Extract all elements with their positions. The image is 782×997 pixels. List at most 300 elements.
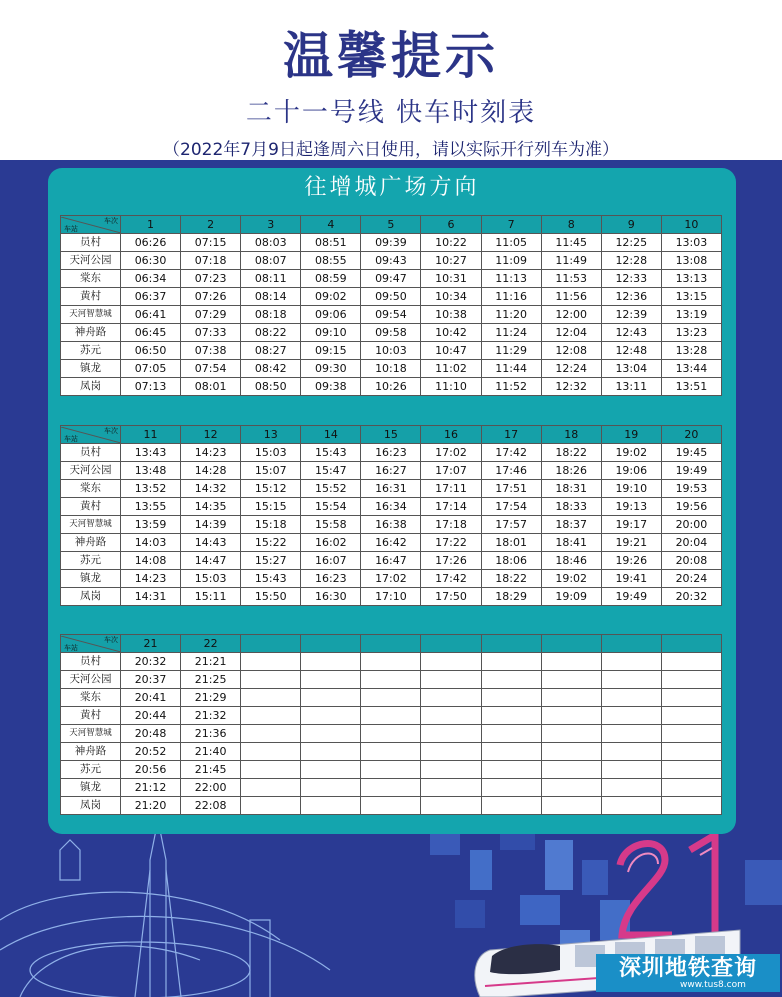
departure-time: 15:12 xyxy=(241,480,301,498)
departure-time xyxy=(301,779,361,797)
departure-time xyxy=(661,671,721,689)
departure-time: 11:56 xyxy=(541,288,601,306)
departure-time: 13:44 xyxy=(661,360,721,378)
train-number: 4 xyxy=(301,216,361,234)
departure-time: 07:18 xyxy=(181,252,241,270)
station-row xyxy=(61,270,722,288)
station-name: 苏元 xyxy=(61,342,121,360)
departure-time xyxy=(601,689,661,707)
header-corner xyxy=(61,216,121,234)
departure-time: 15:22 xyxy=(241,534,301,552)
departure-time: 18:29 xyxy=(481,588,541,606)
station-name: 镇龙 xyxy=(61,360,121,378)
header-corner xyxy=(61,635,121,653)
departure-time: 14:03 xyxy=(121,534,181,552)
departure-time: 12:24 xyxy=(541,360,601,378)
usage-note: （2022年7月9日起逢周六日使用，请以实际开行列车为准） xyxy=(163,140,619,160)
train-number: 15 xyxy=(361,426,421,444)
departure-time: 16:02 xyxy=(301,534,361,552)
departure-time: 21:40 xyxy=(181,743,241,761)
station-name: 员村 xyxy=(61,653,121,671)
train-number: 2 xyxy=(181,216,241,234)
train-number xyxy=(661,635,721,653)
departure-time: 06:30 xyxy=(121,252,181,270)
station-row xyxy=(61,725,722,743)
departure-time: 08:50 xyxy=(241,378,301,396)
departure-time: 19:56 xyxy=(661,498,721,516)
station-name: 天河公园 xyxy=(61,252,121,270)
station-row xyxy=(61,462,722,480)
departure-time: 08:07 xyxy=(241,252,301,270)
departure-time: 20:32 xyxy=(661,588,721,606)
train-number xyxy=(241,635,301,653)
departure-time: 09:50 xyxy=(361,288,421,306)
station-row xyxy=(61,360,722,378)
departure-time: 15:03 xyxy=(241,444,301,462)
departure-time xyxy=(301,725,361,743)
departure-time xyxy=(481,725,541,743)
station-row xyxy=(61,779,722,797)
departure-time: 12:36 xyxy=(601,288,661,306)
departure-time: 15:15 xyxy=(241,498,301,516)
departure-time xyxy=(421,743,481,761)
station-name: 凤岗 xyxy=(61,378,121,396)
departure-time: 11:13 xyxy=(481,270,541,288)
station-name: 员村 xyxy=(61,444,121,462)
departure-time: 15:47 xyxy=(301,462,361,480)
departure-time: 06:45 xyxy=(121,324,181,342)
train-number-row xyxy=(61,635,722,653)
departure-time: 10:47 xyxy=(421,342,481,360)
station-row xyxy=(61,306,722,324)
departure-time: 17:42 xyxy=(481,444,541,462)
departure-time: 21:12 xyxy=(121,779,181,797)
departure-time: 10:38 xyxy=(421,306,481,324)
station-name: 凤岗 xyxy=(61,797,121,815)
departure-time: 20:37 xyxy=(121,671,181,689)
station-row xyxy=(61,707,722,725)
departure-time xyxy=(601,707,661,725)
departure-time xyxy=(541,671,601,689)
departure-time xyxy=(541,707,601,725)
departure-time: 06:26 xyxy=(121,234,181,252)
station-row xyxy=(61,570,722,588)
departure-time: 15:58 xyxy=(301,516,361,534)
departure-time xyxy=(601,797,661,815)
train-number xyxy=(301,635,361,653)
train-number: 19 xyxy=(601,426,661,444)
departure-time xyxy=(421,707,481,725)
departure-time: 11:05 xyxy=(481,234,541,252)
departure-time: 20:04 xyxy=(661,534,721,552)
departure-time: 11:49 xyxy=(541,252,601,270)
train-number xyxy=(361,635,421,653)
departure-time: 16:07 xyxy=(301,552,361,570)
departure-time: 15:03 xyxy=(181,570,241,588)
departure-time: 09:06 xyxy=(301,306,361,324)
departure-time: 16:23 xyxy=(361,444,421,462)
departure-time xyxy=(361,797,421,815)
header-corner xyxy=(61,426,121,444)
departure-time: 13:52 xyxy=(121,480,181,498)
departure-time: 11:20 xyxy=(481,306,541,324)
departure-time: 17:51 xyxy=(481,480,541,498)
departure-time: 11:10 xyxy=(421,378,481,396)
departure-time: 16:30 xyxy=(301,588,361,606)
departure-time: 12:33 xyxy=(601,270,661,288)
train-number: 18 xyxy=(541,426,601,444)
departure-time: 18:22 xyxy=(541,444,601,462)
departure-time: 19:45 xyxy=(661,444,721,462)
departure-time: 17:57 xyxy=(481,516,541,534)
departure-time: 09:58 xyxy=(361,324,421,342)
departure-time xyxy=(361,725,421,743)
station-row xyxy=(61,552,722,570)
departure-time: 09:02 xyxy=(301,288,361,306)
train-number: 5 xyxy=(361,216,421,234)
departure-time: 18:33 xyxy=(541,498,601,516)
station-row xyxy=(61,288,722,306)
departure-time xyxy=(241,725,301,743)
city-line-art xyxy=(0,820,330,997)
departure-time: 21:32 xyxy=(181,707,241,725)
departure-time: 12:04 xyxy=(541,324,601,342)
timetable-block-1 xyxy=(60,215,722,396)
station-name: 黄村 xyxy=(61,288,121,306)
station-name: 棠东 xyxy=(61,270,121,288)
departure-time: 13:08 xyxy=(661,252,721,270)
departure-time: 14:43 xyxy=(181,534,241,552)
departure-time: 19:09 xyxy=(541,588,601,606)
departure-time: 21:20 xyxy=(121,797,181,815)
train-number: 22 xyxy=(181,635,241,653)
departure-time xyxy=(301,689,361,707)
departure-time: 17:18 xyxy=(421,516,481,534)
departure-time xyxy=(241,689,301,707)
departure-time: 16:38 xyxy=(361,516,421,534)
departure-time xyxy=(481,779,541,797)
timetable-block-3 xyxy=(60,634,722,815)
departure-time: 11:52 xyxy=(481,378,541,396)
departure-time: 06:37 xyxy=(121,288,181,306)
departure-time: 10:31 xyxy=(421,270,481,288)
departure-time: 13:28 xyxy=(661,342,721,360)
departure-time: 20:52 xyxy=(121,743,181,761)
departure-time: 07:13 xyxy=(121,378,181,396)
departure-time xyxy=(361,743,421,761)
departure-time xyxy=(601,761,661,779)
train-label: 车次 xyxy=(104,426,118,435)
station-row xyxy=(61,534,722,552)
departure-time: 20:41 xyxy=(121,689,181,707)
departure-time: 09:15 xyxy=(301,342,361,360)
departure-time: 08:42 xyxy=(241,360,301,378)
station-name: 天河智慧城 xyxy=(61,306,121,324)
departure-time: 17:26 xyxy=(421,552,481,570)
station-row xyxy=(61,444,722,462)
train-number xyxy=(421,635,481,653)
departure-time: 11:29 xyxy=(481,342,541,360)
departure-time: 14:32 xyxy=(181,480,241,498)
station-label: 车站 xyxy=(64,224,78,233)
departure-time xyxy=(241,761,301,779)
train-number: 17 xyxy=(481,426,541,444)
train-number xyxy=(601,635,661,653)
departure-time xyxy=(481,653,541,671)
departure-time: 19:21 xyxy=(601,534,661,552)
departure-time: 13:43 xyxy=(121,444,181,462)
station-name: 天河智慧城 xyxy=(61,725,121,743)
station-name: 镇龙 xyxy=(61,779,121,797)
station-row xyxy=(61,588,722,606)
departure-time: 18:31 xyxy=(541,480,601,498)
line-21-emblem-shadow xyxy=(628,848,712,872)
station-name: 天河公园 xyxy=(61,671,121,689)
departure-time xyxy=(421,761,481,779)
station-row xyxy=(61,653,722,671)
departure-time: 18:26 xyxy=(541,462,601,480)
departure-time: 17:07 xyxy=(421,462,481,480)
departure-time: 08:59 xyxy=(301,270,361,288)
departure-time xyxy=(421,725,481,743)
departure-time: 20:08 xyxy=(661,552,721,570)
station-name: 凤岗 xyxy=(61,588,121,606)
departure-time xyxy=(481,797,541,815)
departure-time xyxy=(241,707,301,725)
watermark-url: www.tus8.com xyxy=(680,980,746,990)
departure-time: 14:47 xyxy=(181,552,241,570)
station-name: 神舟路 xyxy=(61,534,121,552)
departure-time: 13:51 xyxy=(661,378,721,396)
train-number: 6 xyxy=(421,216,481,234)
departure-time: 14:31 xyxy=(121,588,181,606)
departure-time xyxy=(601,653,661,671)
page-title: 温馨提示 xyxy=(283,27,499,85)
departure-time: 16:34 xyxy=(361,498,421,516)
departure-time xyxy=(661,653,721,671)
departure-time: 20:32 xyxy=(121,653,181,671)
station-label: 车站 xyxy=(64,434,78,443)
departure-time: 15:54 xyxy=(301,498,361,516)
departure-time: 14:23 xyxy=(181,444,241,462)
departure-time: 09:47 xyxy=(361,270,421,288)
departure-time: 19:02 xyxy=(601,444,661,462)
departure-time: 12:48 xyxy=(601,342,661,360)
departure-time xyxy=(241,779,301,797)
departure-time: 17:10 xyxy=(361,588,421,606)
departure-time: 08:55 xyxy=(301,252,361,270)
train-number: 8 xyxy=(541,216,601,234)
departure-time: 16:42 xyxy=(361,534,421,552)
departure-time: 15:43 xyxy=(301,444,361,462)
train-number: 1 xyxy=(121,216,181,234)
departure-time: 15:27 xyxy=(241,552,301,570)
train-number-row xyxy=(61,426,722,444)
station-name: 天河公园 xyxy=(61,462,121,480)
departure-time: 12:32 xyxy=(541,378,601,396)
departure-time: 08:14 xyxy=(241,288,301,306)
station-name: 黄村 xyxy=(61,498,121,516)
departure-time: 16:27 xyxy=(361,462,421,480)
departure-time xyxy=(241,743,301,761)
departure-time xyxy=(661,725,721,743)
departure-time: 20:56 xyxy=(121,761,181,779)
departure-time: 11:02 xyxy=(421,360,481,378)
departure-time: 10:18 xyxy=(361,360,421,378)
departure-time xyxy=(481,707,541,725)
departure-time: 12:00 xyxy=(541,306,601,324)
departure-time: 07:26 xyxy=(181,288,241,306)
departure-time: 20:44 xyxy=(121,707,181,725)
station-row xyxy=(61,671,722,689)
departure-time xyxy=(481,689,541,707)
departure-time xyxy=(301,743,361,761)
departure-time: 06:41 xyxy=(121,306,181,324)
departure-time xyxy=(361,707,421,725)
departure-time xyxy=(661,707,721,725)
train-label: 车次 xyxy=(104,216,118,225)
station-name: 棠东 xyxy=(61,480,121,498)
departure-time: 11:24 xyxy=(481,324,541,342)
station-row xyxy=(61,234,722,252)
departure-time: 07:29 xyxy=(181,306,241,324)
departure-time: 09:38 xyxy=(301,378,361,396)
departure-time: 08:18 xyxy=(241,306,301,324)
station-label: 车站 xyxy=(64,643,78,652)
departure-time: 08:01 xyxy=(181,378,241,396)
train-number: 12 xyxy=(181,426,241,444)
departure-time: 19:49 xyxy=(601,588,661,606)
departure-time xyxy=(601,779,661,797)
departure-time xyxy=(421,653,481,671)
departure-time: 10:27 xyxy=(421,252,481,270)
departure-time: 17:14 xyxy=(421,498,481,516)
departure-time: 12:39 xyxy=(601,306,661,324)
departure-time: 16:23 xyxy=(301,570,361,588)
departure-time xyxy=(541,725,601,743)
watermark-logo: 深圳地铁查询 xyxy=(596,954,780,992)
train-number: 11 xyxy=(121,426,181,444)
departure-time: 15:52 xyxy=(301,480,361,498)
departure-time: 15:07 xyxy=(241,462,301,480)
departure-time: 21:45 xyxy=(181,761,241,779)
station-row xyxy=(61,498,722,516)
departure-time xyxy=(661,689,721,707)
departure-time xyxy=(601,725,661,743)
departure-time: 14:23 xyxy=(121,570,181,588)
departure-time: 18:22 xyxy=(481,570,541,588)
departure-time xyxy=(481,743,541,761)
departure-time xyxy=(421,779,481,797)
departure-time: 18:01 xyxy=(481,534,541,552)
train-number: 14 xyxy=(301,426,361,444)
departure-time: 08:27 xyxy=(241,342,301,360)
departure-time: 13:48 xyxy=(121,462,181,480)
departure-time xyxy=(241,671,301,689)
departure-time: 18:37 xyxy=(541,516,601,534)
departure-time: 06:34 xyxy=(121,270,181,288)
departure-time: 07:54 xyxy=(181,360,241,378)
departure-time: 07:33 xyxy=(181,324,241,342)
departure-time: 19:41 xyxy=(601,570,661,588)
train-number xyxy=(481,635,541,653)
station-row xyxy=(61,480,722,498)
train-number-row xyxy=(61,216,722,234)
departure-time: 15:11 xyxy=(181,588,241,606)
departure-time: 19:53 xyxy=(661,480,721,498)
departure-time: 09:54 xyxy=(361,306,421,324)
departure-time: 10:26 xyxy=(361,378,421,396)
station-name: 黄村 xyxy=(61,707,121,725)
departure-time: 12:28 xyxy=(601,252,661,270)
departure-time: 17:46 xyxy=(481,462,541,480)
departure-time: 13:03 xyxy=(661,234,721,252)
departure-time: 12:25 xyxy=(601,234,661,252)
departure-time: 10:42 xyxy=(421,324,481,342)
departure-time: 06:50 xyxy=(121,342,181,360)
departure-time xyxy=(301,761,361,779)
train-number xyxy=(541,635,601,653)
departure-time xyxy=(661,743,721,761)
header-area xyxy=(0,0,782,160)
departure-time: 09:30 xyxy=(301,360,361,378)
departure-time: 17:50 xyxy=(421,588,481,606)
train-number: 13 xyxy=(241,426,301,444)
departure-time xyxy=(421,797,481,815)
departure-time xyxy=(361,761,421,779)
line-21-emblem xyxy=(620,835,715,940)
departure-time: 20:48 xyxy=(121,725,181,743)
departure-time: 17:11 xyxy=(421,480,481,498)
departure-time: 07:23 xyxy=(181,270,241,288)
station-name: 员村 xyxy=(61,234,121,252)
station-name: 天河智慧城 xyxy=(61,516,121,534)
departure-time: 15:50 xyxy=(241,588,301,606)
departure-time: 13:59 xyxy=(121,516,181,534)
station-row xyxy=(61,689,722,707)
departure-time: 08:11 xyxy=(241,270,301,288)
departure-time: 19:26 xyxy=(601,552,661,570)
departure-time xyxy=(601,671,661,689)
departure-time: 22:00 xyxy=(181,779,241,797)
departure-time: 12:08 xyxy=(541,342,601,360)
departure-time: 21:21 xyxy=(181,653,241,671)
train-number: 16 xyxy=(421,426,481,444)
departure-time: 20:24 xyxy=(661,570,721,588)
departure-time xyxy=(361,671,421,689)
station-row xyxy=(61,797,722,815)
departure-time: 11:53 xyxy=(541,270,601,288)
train-number: 20 xyxy=(661,426,721,444)
departure-time: 10:22 xyxy=(421,234,481,252)
station-name: 棠东 xyxy=(61,689,121,707)
station-name: 苏元 xyxy=(61,552,121,570)
departure-time: 11:44 xyxy=(481,360,541,378)
departure-time xyxy=(661,797,721,815)
departure-time: 13:23 xyxy=(661,324,721,342)
departure-time xyxy=(541,779,601,797)
departure-time: 19:06 xyxy=(601,462,661,480)
departure-time: 07:38 xyxy=(181,342,241,360)
departure-time: 11:16 xyxy=(481,288,541,306)
departure-time: 21:25 xyxy=(181,671,241,689)
departure-time: 18:06 xyxy=(481,552,541,570)
departure-time: 18:41 xyxy=(541,534,601,552)
departure-time: 17:02 xyxy=(361,570,421,588)
departure-time: 09:10 xyxy=(301,324,361,342)
train-number: 10 xyxy=(661,216,721,234)
train-number: 3 xyxy=(241,216,301,234)
